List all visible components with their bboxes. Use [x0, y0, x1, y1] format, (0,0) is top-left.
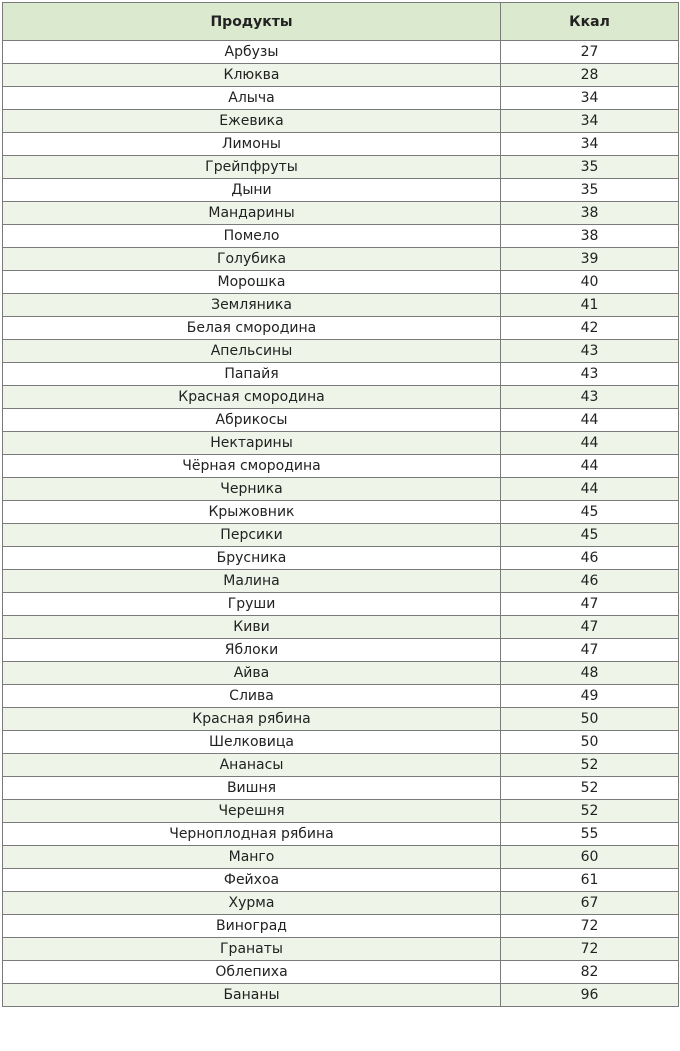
table-row [3, 800, 679, 823]
kcal-value-cell: 47 [501, 593, 679, 616]
kcal-value-cell: 50 [501, 708, 679, 731]
kcal-value-cell: 44 [501, 409, 679, 432]
table-row [3, 41, 679, 64]
product-name-cell: Апельсины [3, 340, 501, 363]
kcal-value-cell: 44 [501, 432, 679, 455]
product-name-cell: Мандарины [3, 202, 501, 225]
product-name-cell: Черноплодная рябина [3, 823, 501, 846]
product-name-cell: Абрикосы [3, 409, 501, 432]
table-row [3, 110, 679, 133]
table-row [3, 524, 679, 547]
kcal-value-cell: 38 [501, 202, 679, 225]
kcal-value-cell: 44 [501, 478, 679, 501]
table-row [3, 248, 679, 271]
product-name-cell: Чёрная смородина [3, 455, 501, 478]
kcal-value-cell: 42 [501, 317, 679, 340]
kcal-value-cell: 28 [501, 64, 679, 87]
kcal-value-cell: 67 [501, 892, 679, 915]
product-name-cell: Красная рябина [3, 708, 501, 731]
kcal-value-cell: 35 [501, 156, 679, 179]
product-name-cell: Голубика [3, 248, 501, 271]
table-row [3, 271, 679, 294]
table-row [3, 961, 679, 984]
product-name-cell: Нектарины [3, 432, 501, 455]
product-name-cell: Облепиха [3, 961, 501, 984]
table-row [3, 133, 679, 156]
kcal-value-cell: 34 [501, 87, 679, 110]
product-name-cell: Дыни [3, 179, 501, 202]
product-name-cell: Хурма [3, 892, 501, 915]
kcal-value-cell: 72 [501, 938, 679, 961]
product-name-cell: Черника [3, 478, 501, 501]
kcal-value-cell: 47 [501, 616, 679, 639]
table-row [3, 754, 679, 777]
table-row [3, 593, 679, 616]
kcal-value-cell: 72 [501, 915, 679, 938]
table-row [3, 478, 679, 501]
kcal-value-cell: 34 [501, 133, 679, 156]
table-row [3, 386, 679, 409]
kcal-value-cell: 38 [501, 225, 679, 248]
table-row [3, 869, 679, 892]
table-row [3, 294, 679, 317]
table-row [3, 708, 679, 731]
product-name-cell: Белая смородина [3, 317, 501, 340]
kcal-value-cell: 40 [501, 271, 679, 294]
product-name-cell: Манго [3, 846, 501, 869]
product-name-cell: Лимоны [3, 133, 501, 156]
product-name-cell: Виноград [3, 915, 501, 938]
product-name-cell: Груши [3, 593, 501, 616]
kcal-value-cell: 44 [501, 455, 679, 478]
table-row [3, 87, 679, 110]
kcal-value-cell: 43 [501, 386, 679, 409]
table-row [3, 731, 679, 754]
kcal-value-cell: 52 [501, 800, 679, 823]
product-name-cell: Алыча [3, 87, 501, 110]
table-row [3, 984, 679, 1007]
kcal-value-cell: 39 [501, 248, 679, 271]
table-row [3, 179, 679, 202]
kcal-value-cell: 49 [501, 685, 679, 708]
kcal-value-cell: 47 [501, 639, 679, 662]
table-row [3, 846, 679, 869]
product-name-cell: Помело [3, 225, 501, 248]
product-name-cell: Бананы [3, 984, 501, 1007]
table-row [3, 662, 679, 685]
kcal-value-cell: 46 [501, 570, 679, 593]
kcal-value-cell: 52 [501, 777, 679, 800]
table-body [3, 41, 679, 1007]
kcal-value-cell: 82 [501, 961, 679, 984]
table-row [3, 202, 679, 225]
table-row [3, 823, 679, 846]
table-row [3, 892, 679, 915]
product-name-cell: Клюква [3, 64, 501, 87]
table-row [3, 547, 679, 570]
table-row [3, 938, 679, 961]
table-row [3, 685, 679, 708]
table-row [3, 570, 679, 593]
product-name-cell: Ежевика [3, 110, 501, 133]
product-name-cell: Слива [3, 685, 501, 708]
kcal-value-cell: 41 [501, 294, 679, 317]
kcal-value-cell: 96 [501, 984, 679, 1007]
kcal-value-cell: 35 [501, 179, 679, 202]
kcal-value-cell: 55 [501, 823, 679, 846]
table-row [3, 225, 679, 248]
product-name-cell: Черешня [3, 800, 501, 823]
header-row [3, 3, 679, 41]
column-header-products: Продукты [3, 3, 501, 41]
table-row [3, 777, 679, 800]
table-row [3, 363, 679, 386]
kcal-value-cell: 50 [501, 731, 679, 754]
product-name-cell: Фейхоа [3, 869, 501, 892]
table-row [3, 455, 679, 478]
product-name-cell: Гранаты [3, 938, 501, 961]
column-header-kcal: Ккал [501, 3, 679, 41]
product-name-cell: Киви [3, 616, 501, 639]
kcal-value-cell: 43 [501, 340, 679, 363]
kcal-value-cell: 34 [501, 110, 679, 133]
product-name-cell: Шелковица [3, 731, 501, 754]
calorie-table-container [2, 2, 679, 1007]
product-name-cell: Папайя [3, 363, 501, 386]
product-name-cell: Грейпфруты [3, 156, 501, 179]
calorie-table [2, 2, 679, 1007]
kcal-value-cell: 52 [501, 754, 679, 777]
product-name-cell: Малина [3, 570, 501, 593]
kcal-value-cell: 27 [501, 41, 679, 64]
kcal-value-cell: 43 [501, 363, 679, 386]
table-row [3, 156, 679, 179]
product-name-cell: Персики [3, 524, 501, 547]
table-row [3, 639, 679, 662]
table-header [3, 3, 679, 41]
kcal-value-cell: 46 [501, 547, 679, 570]
table-row [3, 409, 679, 432]
table-row [3, 616, 679, 639]
table-row [3, 317, 679, 340]
product-name-cell: Айва [3, 662, 501, 685]
product-name-cell: Земляника [3, 294, 501, 317]
table-row [3, 64, 679, 87]
table-row [3, 915, 679, 938]
table-row [3, 432, 679, 455]
product-name-cell: Морошка [3, 271, 501, 294]
product-name-cell: Брусника [3, 547, 501, 570]
table-row [3, 501, 679, 524]
kcal-value-cell: 60 [501, 846, 679, 869]
product-name-cell: Яблоки [3, 639, 501, 662]
product-name-cell: Вишня [3, 777, 501, 800]
table-row [3, 340, 679, 363]
kcal-value-cell: 48 [501, 662, 679, 685]
product-name-cell: Крыжовник [3, 501, 501, 524]
product-name-cell: Арбузы [3, 41, 501, 64]
kcal-value-cell: 61 [501, 869, 679, 892]
kcal-value-cell: 45 [501, 524, 679, 547]
kcal-value-cell: 45 [501, 501, 679, 524]
product-name-cell: Ананасы [3, 754, 501, 777]
product-name-cell: Красная смородина [3, 386, 501, 409]
